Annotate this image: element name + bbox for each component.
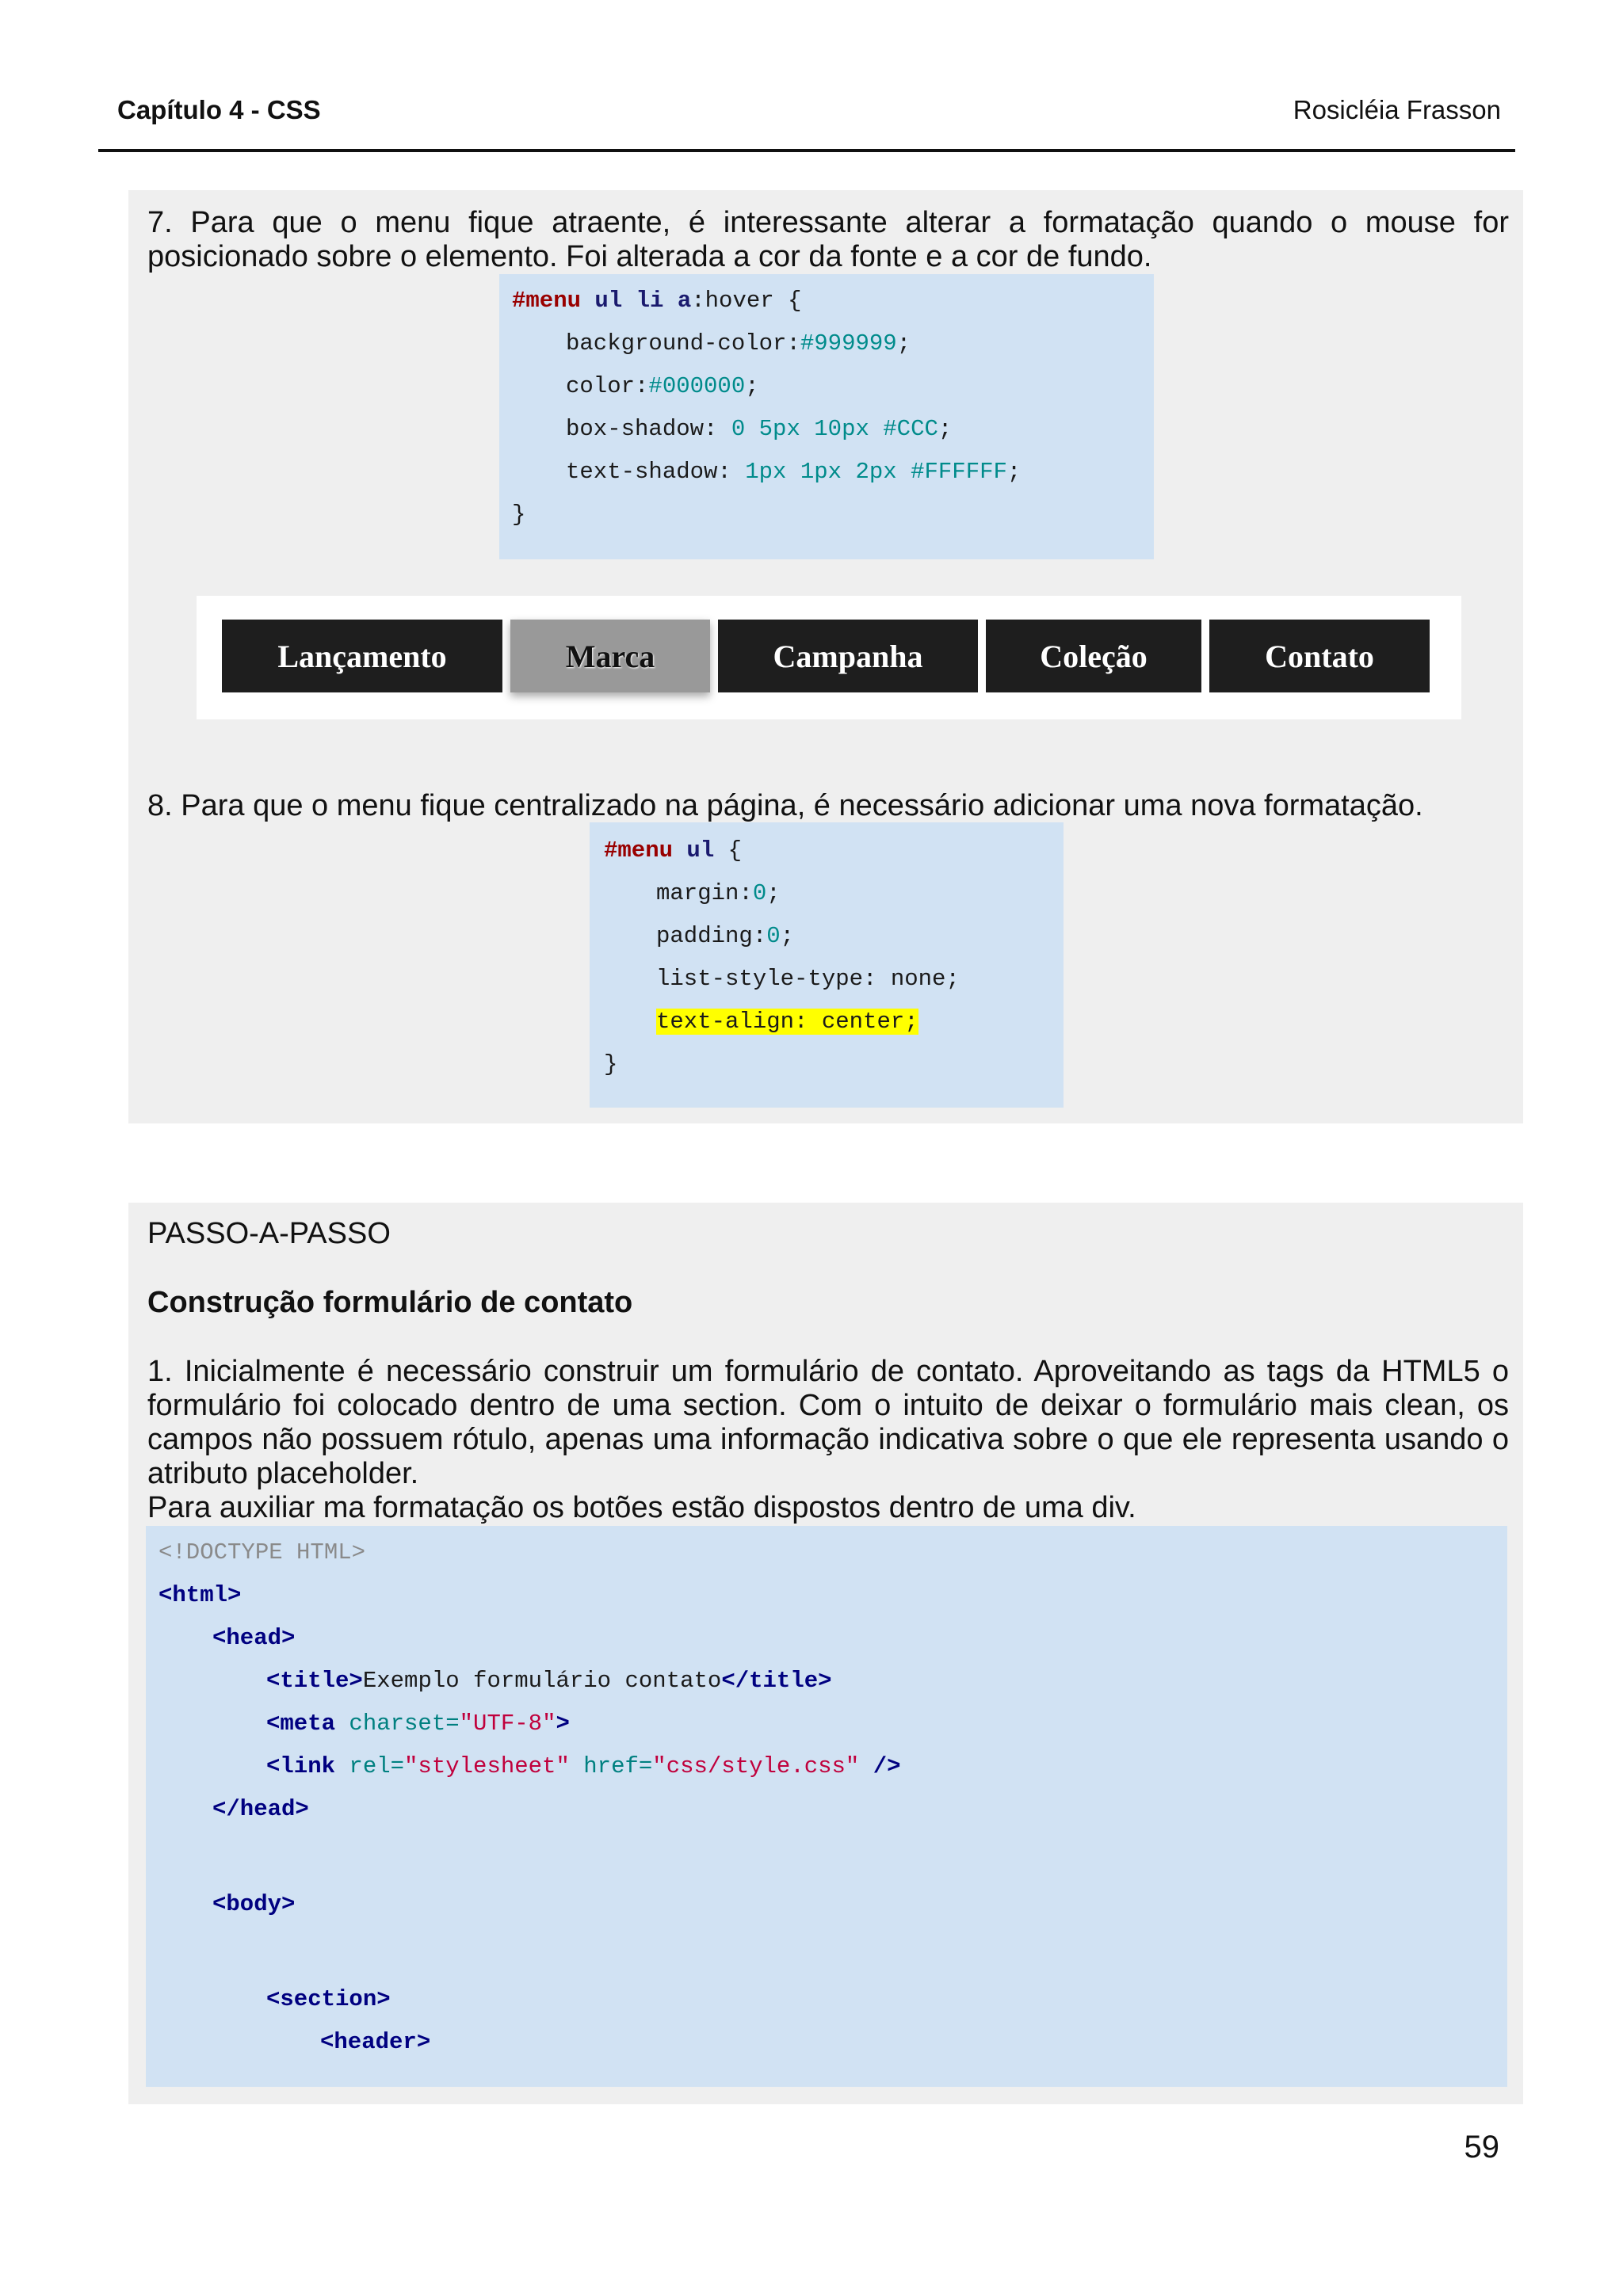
code-line-close: }	[512, 502, 526, 528]
code-line-selector: #menu ul {	[604, 837, 743, 864]
section-title: Construção formulário de contato	[147, 1286, 633, 1319]
step7-text	[147, 206, 1509, 274]
step1-line-2: formulário foi colocado dentro de uma section. Com o intuito de deixar o formulário mais clean, os	[147, 1389, 1509, 1422]
code-line-header-open: <header>	[320, 2029, 431, 2055]
code-line-selector: #menu ul li a:hover {	[512, 288, 802, 314]
code-line-padding: padding:0;	[656, 923, 795, 949]
menu-item-colecao[interactable]: Coleção	[986, 620, 1201, 692]
step1-line-4: atributo placeholder.	[147, 1457, 419, 1490]
code-line-head-open: <head>	[212, 1625, 296, 1651]
menu-demo-figure	[197, 596, 1461, 719]
code-line-box-shadow: box-shadow: 0 5px 10px #CCC;	[566, 416, 953, 442]
code-block-html	[146, 1526, 1507, 2087]
step7-line-1: 7. Para que o menu fique atraente, é interessante alterar a formatação quando o mouse for	[147, 206, 1509, 239]
code-block-center	[590, 822, 1064, 1108]
menu-item-campanha[interactable]: Campanha	[718, 620, 978, 692]
header-rule	[98, 149, 1515, 152]
code-line-meta: <meta charset="UTF-8">	[266, 1711, 570, 1737]
step1-text	[147, 1355, 1509, 1525]
menu-item-contato[interactable]: Contato	[1209, 620, 1430, 692]
code-line-close: }	[604, 1051, 618, 1077]
code-line-link: <link rel="stylesheet" href="css/style.css" />	[266, 1753, 901, 1779]
code-block-hover	[499, 274, 1154, 559]
step1-line-3: campos não possuem rótulo, apenas uma informação indicativa sobre o que ele representa usando o	[147, 1423, 1509, 1456]
code-line-text-shadow: text-shadow: 1px 1px 2px #FFFFFF;	[566, 459, 1022, 485]
code-line-body-open: <body>	[212, 1891, 296, 1917]
code-line-head-close: </head>	[212, 1796, 309, 1822]
step7-line-2: posicionado sobre o elemento. Foi alterada a cor da fonte e a cor de fundo.	[147, 240, 1152, 273]
code-line-background: background-color:#999999;	[566, 330, 911, 357]
step1-note: Para auxiliar ma formatação os botões estão dispostos dentro de uma div.	[147, 1491, 1136, 1524]
code-line-text-align	[656, 1006, 918, 1038]
page-number: 59	[1464, 2130, 1499, 2164]
step1-line-1: 1. Inicialmente é necessário construir um formulário de contato. Aproveitando as tags da HTML5 o	[147, 1355, 1509, 1388]
code-line-section-open: <section>	[266, 1986, 391, 2012]
menu-item-lancamento[interactable]: Lançamento	[222, 620, 502, 692]
section-label: PASSO-A-PASSO	[147, 1217, 391, 1250]
code-line-color: color:#000000;	[566, 373, 759, 399]
menu-item-marca-hovered[interactable]: Marca	[510, 620, 710, 692]
code-line-title: <title>Exemplo formulário contato</title>	[266, 1668, 832, 1694]
highlighted-text-align: text-align: center;	[656, 1009, 918, 1035]
page-header-author: Rosicléia Frasson	[1293, 95, 1501, 124]
step8-text: 8. Para que o menu fique centralizado na página, é necessário adicionar uma nova formatação.	[147, 789, 1423, 822]
code-line-html-open: <html>	[158, 1582, 242, 1608]
code-line-doctype: <!DOCTYPE HTML>	[158, 1539, 366, 1566]
code-line-margin: margin:0;	[656, 880, 781, 906]
page-header-chapter: Capítulo 4 - CSS	[117, 95, 321, 124]
code-line-list-style: list-style-type: none;	[656, 966, 960, 992]
